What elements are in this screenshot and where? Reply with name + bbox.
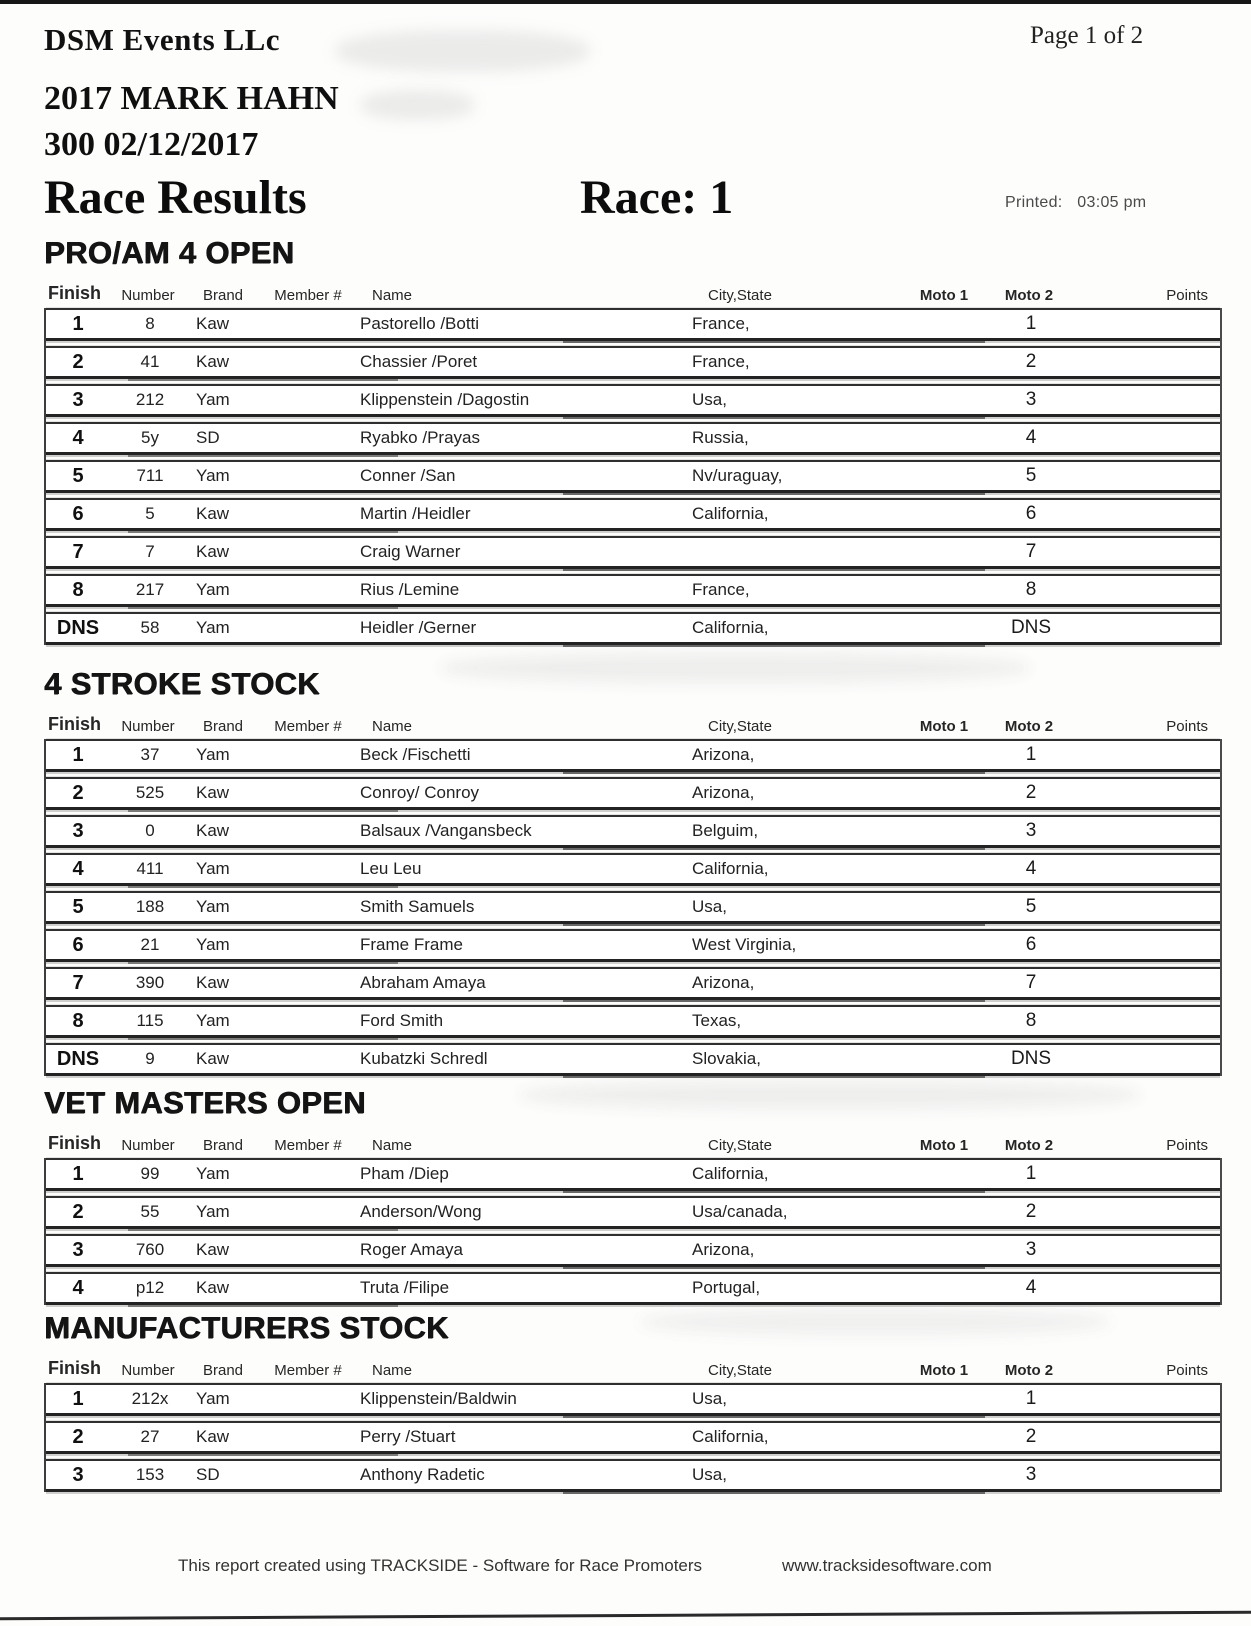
cell-city-state: Russia, bbox=[692, 428, 749, 447]
column-header-moto2: Moto 2 bbox=[1004, 1362, 1054, 1379]
table-row bbox=[46, 612, 1220, 645]
cell-brand: Yam bbox=[196, 897, 230, 916]
table-header-row bbox=[44, 282, 1222, 304]
cell-finish: 3 bbox=[72, 1238, 84, 1261]
cell-finish: 6 bbox=[72, 502, 84, 525]
cell-finish: 2 bbox=[72, 1425, 84, 1448]
cell-moto2: 6 bbox=[1025, 503, 1037, 524]
cell-brand: Yam bbox=[196, 580, 230, 599]
column-header-moto2: Moto 2 bbox=[1004, 1137, 1054, 1154]
column-header-name: Name bbox=[372, 287, 413, 304]
cell-name: Balsaux /Vangansbeck bbox=[360, 821, 532, 840]
cell-finish: 2 bbox=[72, 781, 84, 804]
company-name: DSM Events LLc bbox=[44, 22, 281, 57]
section-title: MANUFACTURERS STOCK bbox=[44, 1310, 449, 1345]
cell-brand: Yam bbox=[196, 935, 230, 954]
cell-moto2: 2 bbox=[1025, 782, 1037, 803]
cell-finish: 1 bbox=[72, 1162, 84, 1185]
cell-brand: Kaw bbox=[196, 1427, 230, 1446]
cell-name: Anthony Radetic bbox=[360, 1465, 485, 1484]
cell-city-state: Usa/canada, bbox=[692, 1202, 788, 1221]
cell-finish: DNS bbox=[56, 1047, 100, 1070]
column-header-brand: Brand bbox=[202, 1362, 244, 1379]
report-title-row bbox=[44, 170, 1223, 226]
results-section bbox=[44, 1084, 1222, 1305]
cell-finish: 3 bbox=[72, 819, 84, 842]
table-row bbox=[46, 1196, 1220, 1229]
cell-city-state: California, bbox=[692, 504, 769, 523]
cell-name: Ford Smith bbox=[360, 1011, 444, 1030]
cell-name: Martin /Heidler bbox=[360, 504, 471, 523]
cell-finish: 6 bbox=[72, 933, 84, 956]
cell-city-state: Portugal, bbox=[692, 1278, 761, 1297]
column-header-name: Name bbox=[372, 1137, 413, 1154]
cell-number: p12 bbox=[135, 1278, 165, 1297]
bottom-scan-line bbox=[0, 1611, 1251, 1621]
column-header-number: Number bbox=[121, 718, 175, 735]
cell-brand: Kaw bbox=[196, 352, 230, 371]
results-section bbox=[44, 234, 1222, 645]
column-header-moto1: Moto 1 bbox=[919, 718, 969, 735]
table-row bbox=[46, 1005, 1220, 1038]
cell-moto2: 3 bbox=[1025, 820, 1037, 841]
cell-name: Leu Leu bbox=[360, 859, 422, 878]
cell-name: Klippenstein /Dagostin bbox=[360, 390, 530, 409]
cell-city-state: Belguim, bbox=[692, 821, 759, 840]
cell-moto2: 4 bbox=[1025, 427, 1037, 448]
cell-number: 21 bbox=[140, 935, 160, 954]
column-header-points: Points bbox=[1166, 287, 1208, 304]
table-row bbox=[46, 536, 1220, 569]
cell-brand: Yam bbox=[196, 618, 230, 637]
cell-name: Pastorello /Botti bbox=[360, 314, 480, 333]
table-row bbox=[46, 1272, 1220, 1305]
cell-number: 7 bbox=[145, 542, 155, 561]
cell-brand: Kaw bbox=[196, 314, 230, 333]
cell-number: 55 bbox=[140, 1202, 160, 1221]
column-header-name: Name bbox=[372, 718, 413, 735]
column-header-brand: Brand bbox=[202, 287, 244, 304]
cell-moto2: 6 bbox=[1025, 934, 1037, 955]
column-header-moto1: Moto 1 bbox=[919, 287, 969, 304]
table-row bbox=[46, 1158, 1220, 1191]
table-header-row bbox=[44, 713, 1222, 735]
cell-moto2: 1 bbox=[1025, 1163, 1037, 1184]
column-header-city-state: City,State bbox=[708, 287, 772, 304]
section-title: VET MASTERS OPEN bbox=[44, 1085, 366, 1120]
printed-time: 03:05 pm bbox=[1077, 194, 1147, 211]
cell-finish: 4 bbox=[72, 426, 84, 449]
column-header-finish: Finish bbox=[48, 1358, 101, 1378]
table-row bbox=[46, 929, 1220, 962]
cell-brand: Yam bbox=[196, 1389, 230, 1408]
cell-moto2: 8 bbox=[1025, 1010, 1037, 1031]
cell-number: 115 bbox=[136, 1011, 164, 1030]
table-row bbox=[46, 346, 1220, 379]
cell-name: Pham /Diep bbox=[360, 1164, 449, 1183]
cell-city-state: Slovakia, bbox=[692, 1049, 761, 1068]
column-header-member: Member # bbox=[274, 287, 342, 304]
cell-name: Frame Frame bbox=[360, 935, 463, 954]
cell-city-state: France, bbox=[692, 580, 750, 599]
cell-finish: 1 bbox=[72, 1387, 84, 1410]
column-header-number: Number bbox=[121, 1137, 175, 1154]
cell-finish: DNS bbox=[56, 616, 100, 639]
column-header-finish: Finish bbox=[48, 283, 101, 303]
cell-moto2: 5 bbox=[1025, 465, 1037, 486]
cell-name: Perry /Stuart bbox=[360, 1427, 456, 1446]
cell-brand: Yam bbox=[196, 1164, 230, 1183]
cell-name: Craig Warner bbox=[360, 542, 461, 561]
table-row bbox=[46, 967, 1220, 1000]
event-title-line1: 2017 MARK HAHN bbox=[44, 80, 339, 117]
cell-number: 711 bbox=[136, 466, 164, 485]
column-header-moto2: Moto 2 bbox=[1004, 287, 1054, 304]
cell-city-state: Texas, bbox=[692, 1011, 742, 1030]
cell-moto2: 5 bbox=[1025, 896, 1037, 917]
cell-moto2: 2 bbox=[1025, 1201, 1037, 1222]
column-header-member: Member # bbox=[274, 718, 342, 735]
cell-finish: 4 bbox=[72, 857, 84, 880]
cell-number: 212x bbox=[131, 1389, 169, 1408]
cell-brand: Kaw bbox=[196, 973, 230, 992]
table-row bbox=[46, 891, 1220, 924]
footer-note: This report created using TRACKSIDE - Software for Race Promoters bbox=[178, 1556, 703, 1575]
cell-finish: 3 bbox=[72, 388, 84, 411]
cell-name: Ryabko /Prayas bbox=[360, 428, 480, 447]
table-header-row bbox=[44, 1132, 1222, 1154]
cell-moto2: 7 bbox=[1025, 972, 1037, 993]
cell-city-state: Arizona, bbox=[692, 1240, 755, 1259]
table-rows bbox=[44, 739, 1222, 1076]
table-row bbox=[46, 1383, 1220, 1416]
table-row bbox=[46, 422, 1220, 455]
cell-brand: Yam bbox=[196, 859, 230, 878]
cell-finish: 1 bbox=[72, 743, 84, 766]
section-title: 4 STROKE STOCK bbox=[44, 666, 320, 701]
cell-finish: 8 bbox=[72, 1009, 84, 1032]
results-section bbox=[44, 665, 1222, 1076]
column-header-brand: Brand bbox=[202, 1137, 244, 1154]
cell-moto2: DNS bbox=[1010, 1048, 1052, 1069]
column-header-moto1: Moto 1 bbox=[919, 1362, 969, 1379]
cell-number: 217 bbox=[135, 580, 165, 599]
cell-brand: Yam bbox=[196, 1202, 230, 1221]
event-title-line2: 300 02/12/2017 bbox=[44, 126, 259, 163]
cell-city-state: California, bbox=[692, 1164, 769, 1183]
cell-name: Abraham Amaya bbox=[360, 973, 486, 992]
page-number: Page 1 of 2 bbox=[1030, 22, 1144, 49]
column-header-city-state: City,State bbox=[708, 1137, 772, 1154]
cell-moto2: 2 bbox=[1025, 351, 1037, 372]
column-header-city-state: City,State bbox=[708, 718, 772, 735]
table-row bbox=[46, 308, 1220, 341]
cell-brand: Kaw bbox=[196, 821, 230, 840]
cell-moto2: 1 bbox=[1025, 313, 1037, 334]
cell-finish: 7 bbox=[72, 540, 84, 563]
table-row bbox=[46, 777, 1220, 810]
cell-number: 58 bbox=[140, 618, 160, 637]
cell-city-state: Usa, bbox=[692, 897, 727, 916]
report-title: Race Results bbox=[44, 171, 307, 224]
cell-number: 153 bbox=[135, 1465, 165, 1484]
cell-number: 99 bbox=[140, 1164, 160, 1183]
cell-brand: Kaw bbox=[196, 783, 230, 802]
footer-website: www.tracksidesoftware.com bbox=[782, 1556, 992, 1575]
race-number-heading: Race: 1 bbox=[580, 171, 734, 224]
column-header-member: Member # bbox=[274, 1362, 342, 1379]
scan-edge-top bbox=[0, 0, 1251, 4]
cell-finish: 7 bbox=[72, 971, 84, 994]
cell-brand: Yam bbox=[196, 390, 230, 409]
table-row bbox=[46, 460, 1220, 493]
table-rows bbox=[44, 1158, 1222, 1305]
table-row bbox=[46, 1421, 1220, 1454]
table-row bbox=[46, 1459, 1220, 1492]
cell-finish: 4 bbox=[72, 1276, 84, 1299]
cell-name: Truta /Filipe bbox=[360, 1278, 450, 1297]
column-header-number: Number bbox=[121, 287, 175, 304]
table-row bbox=[46, 1043, 1220, 1076]
cell-moto2: 2 bbox=[1025, 1426, 1037, 1447]
cell-brand: Yam bbox=[196, 745, 230, 764]
cell-city-state: Nv/uraguay, bbox=[692, 466, 783, 485]
table-row bbox=[46, 1234, 1220, 1267]
table-row bbox=[46, 815, 1220, 848]
cell-moto2: 4 bbox=[1025, 858, 1037, 879]
cell-finish: 2 bbox=[72, 1200, 84, 1223]
column-header-finish: Finish bbox=[48, 714, 101, 734]
cell-number: 8 bbox=[145, 314, 155, 333]
cell-number: 5 bbox=[145, 504, 155, 523]
sections bbox=[44, 234, 1223, 1492]
cell-brand: SD bbox=[196, 428, 220, 447]
cell-finish: 3 bbox=[72, 1463, 84, 1486]
cell-moto2: 1 bbox=[1025, 1388, 1037, 1409]
cell-name: Smith Samuels bbox=[360, 897, 475, 916]
section-title: PRO/AM 4 OPEN bbox=[44, 235, 295, 270]
cell-city-state: France, bbox=[692, 314, 750, 333]
cell-city-state: California, bbox=[692, 1427, 769, 1446]
cell-city-state: Arizona, bbox=[692, 745, 755, 764]
cell-city-state: Arizona, bbox=[692, 973, 755, 992]
table-row bbox=[46, 739, 1220, 772]
cell-city-state: France, bbox=[692, 352, 750, 371]
cell-name: Klippenstein/Baldwin bbox=[360, 1389, 517, 1408]
table-row bbox=[46, 498, 1220, 531]
cell-finish: 2 bbox=[72, 350, 84, 373]
cell-moto2: 3 bbox=[1025, 1464, 1037, 1485]
cell-number: 390 bbox=[135, 973, 165, 992]
column-header-member: Member # bbox=[274, 1137, 342, 1154]
cell-number: 525 bbox=[135, 783, 165, 802]
cell-city-state: Arizona, bbox=[692, 783, 755, 802]
cell-moto2: 4 bbox=[1025, 1277, 1037, 1298]
column-header-city-state: City,State bbox=[708, 1362, 772, 1379]
cell-moto2: 3 bbox=[1025, 389, 1037, 410]
cell-brand: Kaw bbox=[196, 1240, 230, 1259]
table-row bbox=[46, 574, 1220, 607]
column-header-points: Points bbox=[1166, 1362, 1208, 1379]
table-header-row bbox=[44, 1357, 1222, 1379]
cell-brand: Yam bbox=[196, 466, 230, 485]
cell-number: 411 bbox=[136, 859, 164, 878]
cell-name: Rius /Lemine bbox=[360, 580, 460, 599]
cell-name: Heidler /Gerner bbox=[360, 618, 477, 637]
table-rows bbox=[44, 308, 1222, 645]
column-header-moto1: Moto 1 bbox=[919, 1137, 969, 1154]
column-header-name: Name bbox=[372, 1362, 413, 1379]
cell-number: 27 bbox=[140, 1427, 160, 1446]
cell-number: 212 bbox=[135, 390, 165, 409]
cell-brand: Kaw bbox=[196, 1049, 230, 1068]
cell-name: Chassier /Poret bbox=[360, 352, 478, 371]
printed-label: Printed: bbox=[1005, 194, 1063, 211]
cell-city-state: Usa, bbox=[692, 1389, 727, 1408]
cell-city-state: Usa, bbox=[692, 1465, 727, 1484]
table-row bbox=[46, 853, 1220, 886]
cell-number: 41 bbox=[140, 352, 160, 371]
cell-brand: Kaw bbox=[196, 542, 230, 561]
cell-name: Conner /San bbox=[360, 466, 456, 485]
cell-moto2: 8 bbox=[1025, 579, 1037, 600]
cell-city-state: West Virginia, bbox=[692, 935, 797, 954]
table-row bbox=[46, 384, 1220, 417]
column-header-number: Number bbox=[121, 1362, 175, 1379]
cell-moto2: 3 bbox=[1025, 1239, 1037, 1260]
cell-name: Roger Amaya bbox=[360, 1240, 463, 1259]
cell-finish: 8 bbox=[72, 578, 84, 601]
cell-number: 5y bbox=[141, 428, 159, 447]
cell-number: 37 bbox=[140, 745, 160, 764]
cell-name: Beck /Fischetti bbox=[360, 745, 471, 764]
cell-name: Kubatzki Schredl bbox=[360, 1049, 488, 1068]
cell-brand: Yam bbox=[196, 1011, 230, 1030]
column-header-brand: Brand bbox=[202, 718, 244, 735]
cell-brand: SD bbox=[196, 1465, 220, 1484]
column-header-points: Points bbox=[1166, 1137, 1208, 1154]
cell-brand: Kaw bbox=[196, 504, 230, 523]
cell-city-state: California, bbox=[692, 859, 769, 878]
cell-city-state: Usa, bbox=[692, 390, 727, 409]
cell-brand: Kaw bbox=[196, 1278, 230, 1297]
cell-moto2: 1 bbox=[1025, 744, 1037, 765]
cell-moto2: 7 bbox=[1025, 541, 1037, 562]
cell-number: 188 bbox=[135, 897, 165, 916]
cell-finish: 1 bbox=[72, 312, 84, 335]
cell-number: 0 bbox=[145, 821, 155, 840]
cell-name: Anderson/Wong bbox=[360, 1202, 482, 1221]
table-rows bbox=[44, 1383, 1222, 1492]
cell-number: 760 bbox=[135, 1240, 165, 1259]
column-header-finish: Finish bbox=[48, 1133, 101, 1153]
cell-finish: 5 bbox=[72, 895, 84, 918]
cell-number: 9 bbox=[145, 1049, 155, 1068]
printed-timestamp bbox=[1005, 194, 1146, 212]
cell-name: Conroy/ Conroy bbox=[360, 783, 480, 802]
cell-city-state: California, bbox=[692, 618, 769, 637]
column-header-moto2: Moto 2 bbox=[1004, 718, 1054, 735]
cell-moto2: DNS bbox=[1010, 617, 1052, 638]
results-section bbox=[44, 1309, 1222, 1492]
column-header-points: Points bbox=[1166, 718, 1208, 735]
cell-finish: 5 bbox=[72, 464, 84, 487]
